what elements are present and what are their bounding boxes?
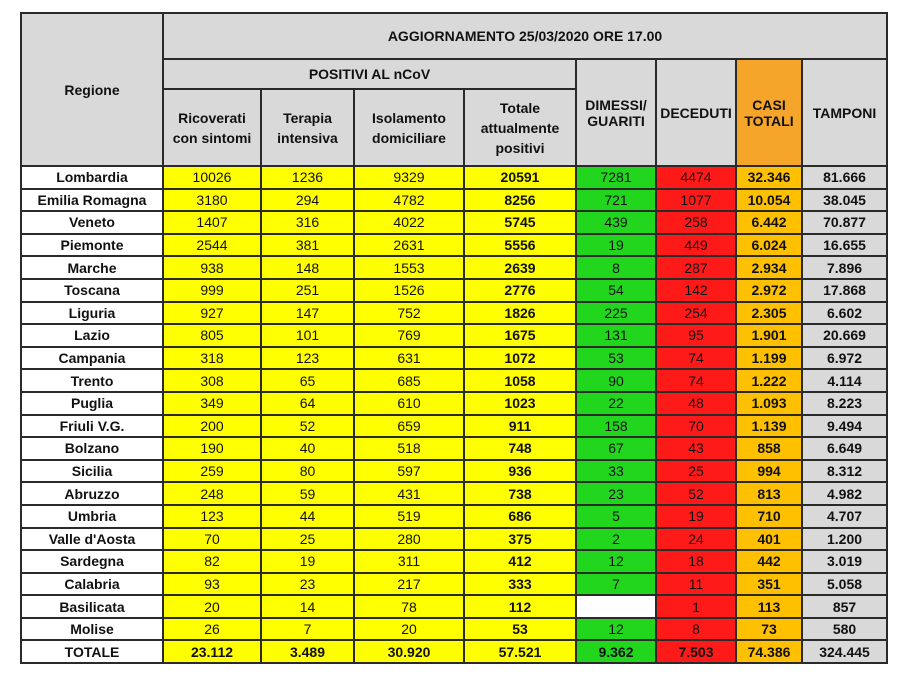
isolamento-cell: 631 [354, 347, 464, 370]
dimessi-cell: 8 [576, 256, 656, 279]
isolamento-cell: 597 [354, 460, 464, 483]
terapia-cell: 294 [261, 189, 354, 212]
header-tamponi: TAMPONI [802, 59, 887, 166]
totale-positivi-cell: 738 [464, 482, 576, 505]
total-row [21, 640, 887, 663]
totale-positivi-cell: 20591 [464, 166, 576, 189]
casi-totali-cell: 113 [736, 595, 802, 618]
casi-totali-cell: 813 [736, 482, 802, 505]
ricoverati-cell: 190 [163, 437, 261, 460]
dimessi-cell: 23 [576, 482, 656, 505]
region-cell: Umbria [21, 505, 163, 528]
casi-totali-cell: 10.054 [736, 189, 802, 212]
region-cell: Campania [21, 347, 163, 370]
region-cell: Marche [21, 256, 163, 279]
deceduti-cell: 43 [656, 437, 736, 460]
isolamento-cell: 1526 [354, 279, 464, 302]
casi-totali-cell: 73 [736, 618, 802, 641]
dimessi-cell: 33 [576, 460, 656, 483]
deceduti-cell: 254 [656, 302, 736, 325]
totale-positivi-cell: 1826 [464, 302, 576, 325]
casi-totali-cell: 858 [736, 437, 802, 460]
deceduti-cell: 95 [656, 324, 736, 347]
region-cell: Veneto [21, 211, 163, 234]
tamponi-cell: 6.649 [802, 437, 887, 460]
isolamento-cell: 431 [354, 482, 464, 505]
terapia-cell: 25 [261, 528, 354, 551]
isolamento-cell: 4782 [354, 189, 464, 212]
ricoverati-cell: 93 [163, 573, 261, 596]
region-cell: Calabria [21, 573, 163, 596]
totale-positivi-cell: 53 [464, 618, 576, 641]
total-dimessi-cell: 9.362 [576, 640, 656, 663]
dimessi-cell: 53 [576, 347, 656, 370]
dimessi-cell: 721 [576, 189, 656, 212]
table-row [21, 369, 887, 392]
table-row [21, 302, 887, 325]
isolamento-cell: 769 [354, 324, 464, 347]
total-ricoverati-cell: 23.112 [163, 640, 261, 663]
tamponi-cell: 8.223 [802, 392, 887, 415]
header-dimessi: DIMESSI/ GUARITI [576, 59, 656, 166]
totale-positivi-cell: 1072 [464, 347, 576, 370]
total-isolamento-cell: 30.920 [354, 640, 464, 663]
deceduti-cell: 48 [656, 392, 736, 415]
tamponi-cell: 580 [802, 618, 887, 641]
region-cell: Valle d'Aosta [21, 528, 163, 551]
tamponi-cell: 6.972 [802, 347, 887, 370]
casi-totali-cell: 1.139 [736, 415, 802, 438]
ricoverati-cell: 1407 [163, 211, 261, 234]
terapia-cell: 65 [261, 369, 354, 392]
deceduti-cell: 258 [656, 211, 736, 234]
tamponi-cell: 38.045 [802, 189, 887, 212]
tamponi-cell: 4.114 [802, 369, 887, 392]
deceduti-cell: 287 [656, 256, 736, 279]
casi-totali-cell: 442 [736, 550, 802, 573]
covid-regional-table [20, 12, 888, 664]
terapia-cell: 64 [261, 392, 354, 415]
tamponi-cell: 7.896 [802, 256, 887, 279]
header-isolamento: Isolamento domiciliare [354, 89, 464, 166]
ricoverati-cell: 927 [163, 302, 261, 325]
terapia-cell: 147 [261, 302, 354, 325]
isolamento-cell: 217 [354, 573, 464, 596]
terapia-cell: 7 [261, 618, 354, 641]
ricoverati-cell: 248 [163, 482, 261, 505]
tamponi-cell: 17.868 [802, 279, 887, 302]
isolamento-cell: 685 [354, 369, 464, 392]
total-terapia-cell: 3.489 [261, 640, 354, 663]
terapia-cell: 316 [261, 211, 354, 234]
tamponi-cell: 5.058 [802, 573, 887, 596]
deceduti-cell: 4474 [656, 166, 736, 189]
dimessi-cell: 2 [576, 528, 656, 551]
table-row [21, 211, 887, 234]
casi-totali-cell: 6.024 [736, 234, 802, 257]
totale-positivi-cell: 911 [464, 415, 576, 438]
deceduti-cell: 18 [656, 550, 736, 573]
deceduti-cell: 74 [656, 369, 736, 392]
isolamento-cell: 280 [354, 528, 464, 551]
ricoverati-cell: 349 [163, 392, 261, 415]
table-row [21, 618, 887, 641]
ricoverati-cell: 938 [163, 256, 261, 279]
dimessi-cell: 12 [576, 550, 656, 573]
isolamento-cell: 519 [354, 505, 464, 528]
isolamento-cell: 20 [354, 618, 464, 641]
casi-totali-cell: 32.346 [736, 166, 802, 189]
deceduti-cell: 11 [656, 573, 736, 596]
region-cell: Bolzano [21, 437, 163, 460]
ricoverati-cell: 26 [163, 618, 261, 641]
terapia-cell: 19 [261, 550, 354, 573]
terapia-cell: 80 [261, 460, 354, 483]
terapia-cell: 23 [261, 573, 354, 596]
tamponi-cell: 6.602 [802, 302, 887, 325]
table-row [21, 347, 887, 370]
region-cell: Puglia [21, 392, 163, 415]
table-row [21, 415, 887, 438]
casi-totali-cell: 2.305 [736, 302, 802, 325]
table-row [21, 595, 887, 618]
casi-totali-cell: 2.934 [736, 256, 802, 279]
isolamento-cell: 518 [354, 437, 464, 460]
ricoverati-cell: 20 [163, 595, 261, 618]
ricoverati-cell: 200 [163, 415, 261, 438]
ricoverati-cell: 82 [163, 550, 261, 573]
terapia-cell: 123 [261, 347, 354, 370]
region-cell: Lombardia [21, 166, 163, 189]
dimessi-cell: 12 [576, 618, 656, 641]
tamponi-cell: 81.666 [802, 166, 887, 189]
total-tamponi-cell: 324.445 [802, 640, 887, 663]
casi-totali-cell: 2.972 [736, 279, 802, 302]
deceduti-cell: 8 [656, 618, 736, 641]
tamponi-cell: 4.707 [802, 505, 887, 528]
dimessi-cell: 439 [576, 211, 656, 234]
dimessi-cell: 5 [576, 505, 656, 528]
dimessi-cell [576, 595, 656, 618]
isolamento-cell: 659 [354, 415, 464, 438]
casi-totali-cell: 1.093 [736, 392, 802, 415]
region-cell: Abruzzo [21, 482, 163, 505]
header-regione: Regione [21, 13, 163, 166]
totale-positivi-cell: 748 [464, 437, 576, 460]
region-cell: Molise [21, 618, 163, 641]
table-row [21, 166, 887, 189]
casi-totali-cell: 401 [736, 528, 802, 551]
deceduti-cell: 70 [656, 415, 736, 438]
tamponi-cell: 3.019 [802, 550, 887, 573]
isolamento-cell: 1553 [354, 256, 464, 279]
deceduti-cell: 52 [656, 482, 736, 505]
header-terapia: Terapia intensiva [261, 89, 354, 166]
dimessi-cell: 158 [576, 415, 656, 438]
isolamento-cell: 610 [354, 392, 464, 415]
deceduti-cell: 449 [656, 234, 736, 257]
tamponi-cell: 1.200 [802, 528, 887, 551]
totale-positivi-cell: 936 [464, 460, 576, 483]
deceduti-cell: 1077 [656, 189, 736, 212]
tamponi-cell: 70.877 [802, 211, 887, 234]
totale-positivi-cell: 1675 [464, 324, 576, 347]
region-cell: Trento [21, 369, 163, 392]
terapia-cell: 59 [261, 482, 354, 505]
totale-positivi-cell: 686 [464, 505, 576, 528]
tamponi-cell: 16.655 [802, 234, 887, 257]
terapia-cell: 1236 [261, 166, 354, 189]
terapia-cell: 40 [261, 437, 354, 460]
dimessi-cell: 67 [576, 437, 656, 460]
tamponi-cell: 20.669 [802, 324, 887, 347]
header-deceduti: DECEDUTI [656, 59, 736, 166]
ricoverati-cell: 10026 [163, 166, 261, 189]
terapia-cell: 251 [261, 279, 354, 302]
ricoverati-cell: 2544 [163, 234, 261, 257]
casi-totali-cell: 994 [736, 460, 802, 483]
isolamento-cell: 9329 [354, 166, 464, 189]
table-row [21, 189, 887, 212]
region-cell: Liguria [21, 302, 163, 325]
isolamento-cell: 752 [354, 302, 464, 325]
region-cell: Piemonte [21, 234, 163, 257]
header-casi-totali: CASI TOTALI [736, 59, 802, 166]
tamponi-cell: 9.494 [802, 415, 887, 438]
table-row [21, 234, 887, 257]
casi-totali-cell: 1.199 [736, 347, 802, 370]
terapia-cell: 101 [261, 324, 354, 347]
dimessi-cell: 90 [576, 369, 656, 392]
table-row [21, 460, 887, 483]
table-row [21, 550, 887, 573]
deceduti-cell: 74 [656, 347, 736, 370]
totale-positivi-cell: 375 [464, 528, 576, 551]
totale-positivi-cell: 1023 [464, 392, 576, 415]
isolamento-cell: 4022 [354, 211, 464, 234]
ricoverati-cell: 318 [163, 347, 261, 370]
total-deceduti-cell: 7.503 [656, 640, 736, 663]
table-row [21, 279, 887, 302]
totale-positivi-cell: 112 [464, 595, 576, 618]
casi-totali-cell: 1.222 [736, 369, 802, 392]
report-title: AGGIORNAMENTO 25/03/2020 ORE 17.00 [163, 13, 887, 59]
total-region-cell: TOTALE [21, 640, 163, 663]
table-row [21, 573, 887, 596]
header-positivi-group: POSITIVI AL nCoV [163, 59, 576, 89]
region-cell: Toscana [21, 279, 163, 302]
isolamento-cell: 2631 [354, 234, 464, 257]
tamponi-cell: 857 [802, 595, 887, 618]
totale-positivi-cell: 5556 [464, 234, 576, 257]
totale-positivi-cell: 2639 [464, 256, 576, 279]
total-casi-totali-cell: 74.386 [736, 640, 802, 663]
ricoverati-cell: 308 [163, 369, 261, 392]
region-cell: Emilia Romagna [21, 189, 163, 212]
table-row [21, 528, 887, 551]
ricoverati-cell: 259 [163, 460, 261, 483]
isolamento-cell: 78 [354, 595, 464, 618]
terapia-cell: 44 [261, 505, 354, 528]
ricoverati-cell: 3180 [163, 189, 261, 212]
terapia-cell: 148 [261, 256, 354, 279]
dimessi-cell: 19 [576, 234, 656, 257]
dimessi-cell: 22 [576, 392, 656, 415]
region-cell: Basilicata [21, 595, 163, 618]
table-row [21, 437, 887, 460]
dimessi-cell: 54 [576, 279, 656, 302]
table-row [21, 256, 887, 279]
deceduti-cell: 24 [656, 528, 736, 551]
region-cell: Sardegna [21, 550, 163, 573]
totale-positivi-cell: 5745 [464, 211, 576, 234]
table-row [21, 324, 887, 347]
casi-totali-cell: 710 [736, 505, 802, 528]
deceduti-cell: 142 [656, 279, 736, 302]
table-row [21, 505, 887, 528]
totale-positivi-cell: 2776 [464, 279, 576, 302]
region-cell: Friuli V.G. [21, 415, 163, 438]
terapia-cell: 52 [261, 415, 354, 438]
casi-totali-cell: 1.901 [736, 324, 802, 347]
header-ricoverati: Ricoverati con sintomi [163, 89, 261, 166]
dimessi-cell: 7 [576, 573, 656, 596]
deceduti-cell: 1 [656, 595, 736, 618]
ricoverati-cell: 123 [163, 505, 261, 528]
header-totale-positivi: Totale attualmente positivi [464, 89, 576, 166]
region-cell: Sicilia [21, 460, 163, 483]
deceduti-cell: 19 [656, 505, 736, 528]
deceduti-cell: 25 [656, 460, 736, 483]
table-row [21, 392, 887, 415]
isolamento-cell: 311 [354, 550, 464, 573]
tamponi-cell: 8.312 [802, 460, 887, 483]
ricoverati-cell: 805 [163, 324, 261, 347]
casi-totali-cell: 351 [736, 573, 802, 596]
totale-positivi-cell: 333 [464, 573, 576, 596]
casi-totali-cell: 6.442 [736, 211, 802, 234]
totale-positivi-cell: 1058 [464, 369, 576, 392]
ricoverati-cell: 70 [163, 528, 261, 551]
table-body [21, 166, 887, 663]
dimessi-cell: 131 [576, 324, 656, 347]
terapia-cell: 381 [261, 234, 354, 257]
ricoverati-cell: 999 [163, 279, 261, 302]
dimessi-cell: 7281 [576, 166, 656, 189]
tamponi-cell: 4.982 [802, 482, 887, 505]
terapia-cell: 14 [261, 595, 354, 618]
region-cell: Lazio [21, 324, 163, 347]
totale-positivi-cell: 8256 [464, 189, 576, 212]
table-row [21, 482, 887, 505]
dimessi-cell: 225 [576, 302, 656, 325]
totale-positivi-cell: 412 [464, 550, 576, 573]
total-totale-positivi-cell: 57.521 [464, 640, 576, 663]
